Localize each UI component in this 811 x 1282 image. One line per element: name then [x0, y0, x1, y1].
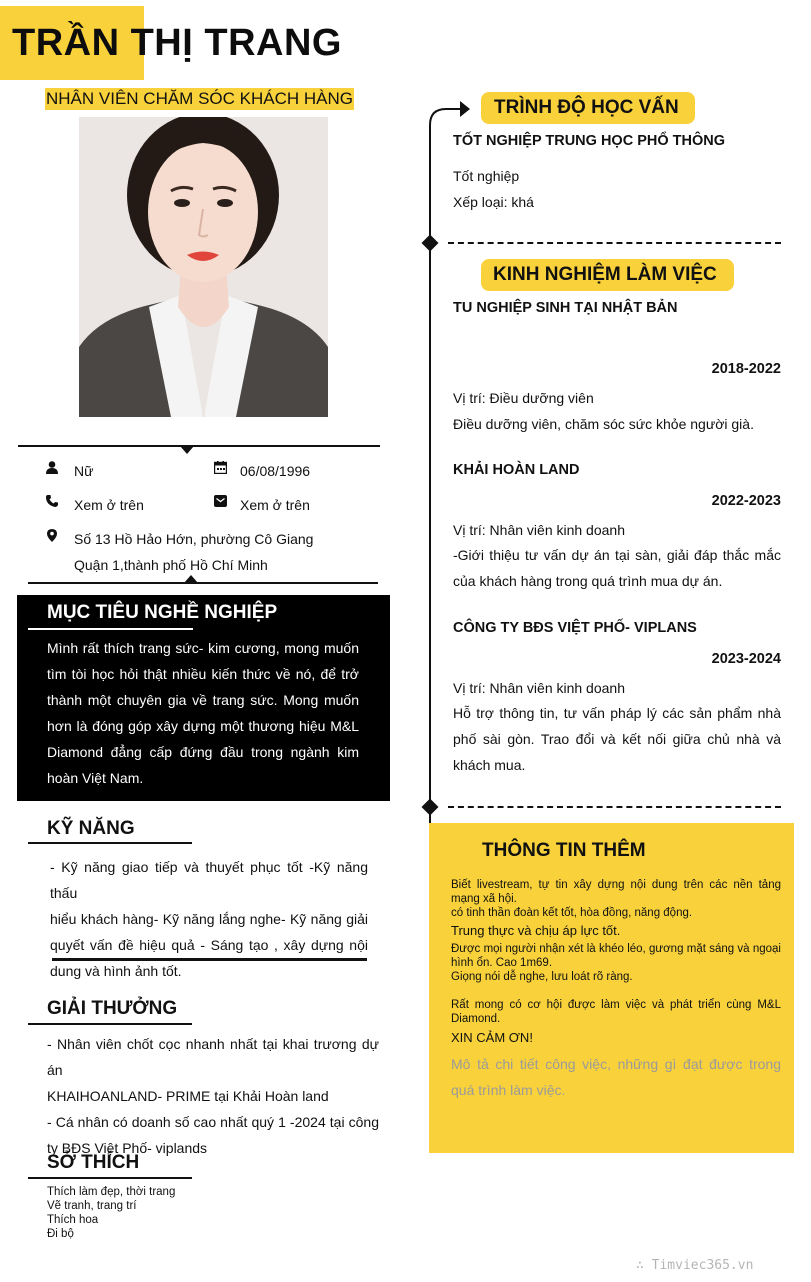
objective-line: hoàn Việt Nam.: [47, 770, 144, 786]
hobby-item: Vẽ tranh, trang trí: [47, 1200, 137, 1212]
profile-photo: [79, 117, 328, 417]
job-period: 2018-2022: [711, 361, 781, 377]
job-description-line: phố sài gòn. Trao đổi và kết nối giữa chủ nhà và: [453, 731, 781, 747]
objective-text: [47, 635, 359, 791]
additional-info-line: Rất mong có cơ hội được làm việc và phát triển cùng M&L Diamond.: [451, 999, 781, 1025]
divider: [28, 582, 378, 584]
job-description: Điều dưỡng viên, chăm sóc sức khỏe người già.: [453, 416, 754, 432]
user-icon: [45, 461, 59, 477]
phone-icon: [45, 495, 59, 510]
hobby-item: Thích làm đẹp, thời trang: [47, 1186, 176, 1198]
watermark: ∴ Timviec365.vn: [636, 1258, 754, 1273]
calendar-icon: [213, 461, 227, 477]
section-title-additional: THÔNG TIN THÊM: [482, 840, 646, 861]
skills-line: dung và hình ảnh tốt.: [50, 963, 182, 979]
education-school: TỐT NGHIỆP TRUNG HỌC PHỔ THÔNG: [453, 133, 726, 149]
section-title-objective: MỤC TIÊU NGHỀ NGHIỆP: [47, 602, 278, 623]
awards-line: - Cá nhân có doanh số cao nhất quý 1 -2024 tại công: [47, 1114, 379, 1130]
section-title-skills: KỸ NĂNG: [47, 818, 135, 839]
objective-line: Mình rất thích trang sức- kim cương, mong muốn: [47, 640, 359, 656]
objective-line: thành một chuyên gia về trang sức. Mong muốn: [47, 692, 359, 708]
job-description-line: -Giới thiệu tư vấn dự án tại sàn, giải đáp thắc mắc: [453, 547, 781, 563]
dashed-divider: [448, 242, 781, 244]
additional-info-text: [451, 878, 781, 1103]
address-line1: Số 13 Hồ Hảo Hớn, phường Cô Giang: [74, 531, 314, 547]
skills-line: - Kỹ năng giao tiếp và thuyết phục tốt -Kỹ năng thấu: [50, 859, 368, 901]
divider: [18, 445, 380, 447]
job-description: [453, 542, 781, 594]
job-period: 2023-2024: [711, 651, 781, 667]
map-marker-icon: [45, 529, 59, 545]
section-title-experience: KINH NGHIỆM LÀM VIỆC: [493, 264, 717, 285]
awards-text: [47, 1031, 379, 1161]
job-position: Vị trí: Nhân viên kinh doanh: [453, 680, 625, 696]
hobbies-list: [47, 1185, 175, 1241]
job-period: 2022-2023: [711, 493, 781, 509]
awards-line: - Nhân viên chốt cọc nhanh nhất tại khai trương dự án: [47, 1036, 379, 1078]
job-description: [453, 700, 781, 778]
job-description-line: Hỗ trợ thông tin, tư vấn pháp lý các sản phẩm nhà: [453, 705, 781, 721]
watermark-icon: ∴: [636, 1258, 652, 1273]
job-company: CÔNG TY BĐS VIỆT PHỐ- VIPLANS: [453, 620, 697, 636]
job-description-line: khách mua.: [453, 757, 526, 773]
envelope-icon: [213, 495, 227, 510]
skills-text: [50, 854, 368, 984]
skills-line: hiểu khách hàng- Kỹ năng lắng nghe- Kỹ năng giải: [50, 911, 368, 927]
objective-line: tìm tòi học hỏi thật nhiều kiến thức về nó, để trở: [47, 666, 359, 682]
job-description-line: của khách hàng trong quá trình mua dự án.: [453, 573, 723, 589]
job-company: TU NGHIỆP SINH TẠI NHẬT BẢN: [453, 300, 678, 316]
title-underline: [28, 842, 192, 844]
placeholder-text: quá trình làm việc.: [451, 1082, 566, 1098]
phone-value: Xem ở trên: [74, 497, 144, 513]
email-value: Xem ở trên: [240, 497, 310, 513]
section-title-hobbies: SỞ THÍCH: [47, 1152, 140, 1173]
hobby-item: Thích hoa: [47, 1214, 99, 1226]
additional-info-line: có tinh thần đoàn kết tốt, hòa đồng, năng động.: [451, 907, 693, 919]
additional-info-line: Trung thực và chịu áp lực tốt.: [451, 923, 621, 938]
address-line2: Quận 1,thành phố Hồ Chí Minh: [74, 557, 268, 573]
thank-you-text: XIN CẢM ƠN!: [451, 1030, 533, 1045]
job-title: NHÂN VIÊN CHĂM SÓC KHÁCH HÀNG: [46, 89, 353, 108]
title-underline: [28, 1023, 192, 1025]
placeholder-text: Mô tả chi tiết công việc, những gì đạt được trong: [451, 1056, 781, 1072]
job-position: Vị trí: Nhân viên kinh doanh: [453, 522, 625, 538]
objective-line: Diamond đẳng cấp đứng đầu trong ngành kim: [47, 744, 359, 760]
additional-info-line: Biết livestream, tự tin xây dựng nội dung trên các nền tảng mạng xã hội.: [451, 879, 781, 905]
additional-info-line: Giọng nói dễ nghe, lưu loát rõ ràng.: [451, 971, 633, 983]
awards-line: ty BĐS Việt Phố- viplands: [47, 1140, 208, 1156]
objective-line: hơn là đóng góp xây dựng một thương hiệu M&L: [47, 718, 359, 734]
section-title-awards: GIẢI THƯỞNG: [47, 998, 178, 1019]
job-company: KHẢI HOÀN LAND: [453, 462, 580, 478]
dob-value: 06/08/1996: [240, 463, 311, 479]
section-title-education: TRÌNH ĐỘ HỌC VẤN: [494, 97, 679, 118]
candidate-name: TRẦN THỊ TRANG: [12, 22, 342, 64]
dashed-divider: [448, 806, 781, 808]
education-status: Tốt nghiệp: [453, 168, 520, 184]
hobby-item: Đi bộ: [47, 1228, 74, 1240]
gender-value: Nữ: [74, 463, 94, 479]
additional-info-line: Được mọi người nhận xét là khéo léo, gương mặt sáng và ngoại hình ổn. Cao 1m69.: [451, 943, 781, 969]
skills-line: quyết vấn đề hiệu quả - Sáng tạo , xây dựng nội: [50, 937, 368, 953]
divider-arrow: [180, 446, 194, 454]
education-rank: Xếp loại: khá: [453, 194, 534, 210]
title-underline: [28, 1177, 192, 1179]
job-position: Vị trí: Điều dưỡng viên: [453, 390, 594, 406]
awards-line: KHAIHOANLAND- PRIME tại Khải Hoàn land: [47, 1088, 329, 1104]
title-underline: [28, 628, 193, 630]
divider: [52, 958, 367, 961]
